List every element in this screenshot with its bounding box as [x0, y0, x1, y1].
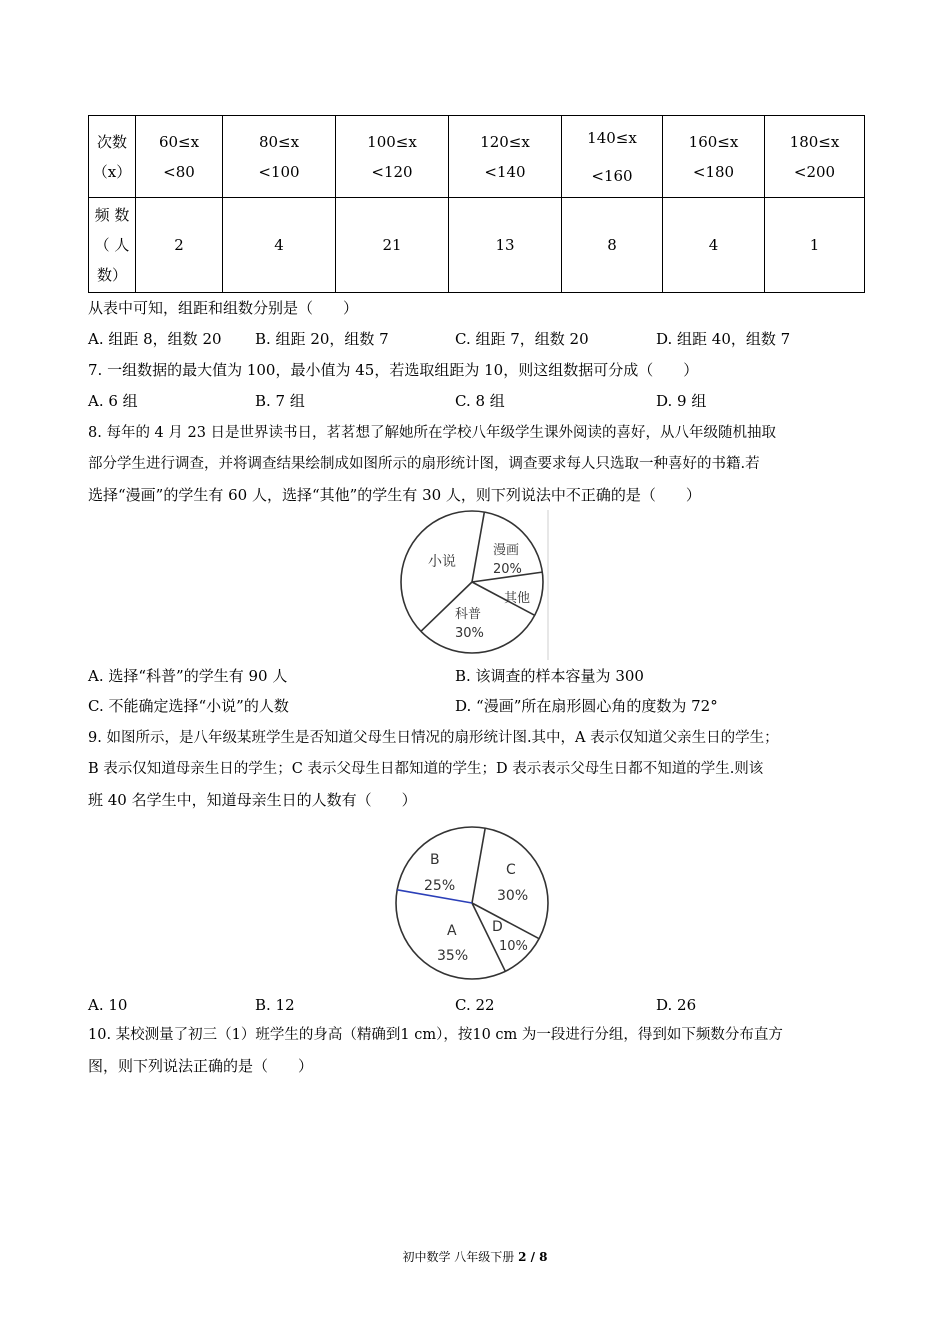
table-header-cell: 180≤x <200	[765, 116, 865, 198]
q8-option-a: A. 选择“科普”的学生有 90 人	[88, 667, 288, 685]
table-cell: 4	[663, 198, 765, 293]
pie1-label-comic-pct: 20%	[493, 562, 522, 577]
table-cell: 8	[562, 198, 663, 293]
q6-option-b: B. 组距 20，组数 7	[255, 330, 389, 348]
q6-option-a: A. 组距 8，组数 20	[88, 330, 222, 348]
table-header-cell: 60≤x <80	[136, 116, 223, 198]
q9-option-b: B. 12	[255, 996, 295, 1014]
pie2-label-c: C	[506, 862, 516, 878]
table-header-cell: 100≤x <120	[336, 116, 449, 198]
table-cell: 2	[136, 198, 223, 293]
q10-stem-line: 图，则下列说法正确的是（ ）	[88, 1057, 314, 1075]
table-header-cell: 140≤x <160	[562, 116, 663, 198]
q7-option-a: A. 6 组	[88, 392, 138, 410]
table-frequency-label: 频 数 （ 人 数）	[89, 198, 136, 293]
q9-stem-line: B 表示仅知道母亲生日的学生；C 表示父母生日都知道的学生；D 表示表示父母生日都不知道的学生.则该	[88, 761, 764, 777]
footer-page-number: 2 / 8	[518, 1250, 548, 1264]
q6-option-d: D. 组距 40，组数 7	[656, 330, 791, 348]
q9-option-d: D. 26	[656, 996, 697, 1014]
frequency-table	[88, 115, 865, 293]
q6-option-c: C. 组距 7，组数 20	[455, 330, 589, 348]
pie2-label-a: A	[447, 923, 457, 939]
reading-preference-pie-chart	[395, 510, 555, 660]
q9-option-a: A. 10	[88, 996, 128, 1014]
table-cell: 1	[765, 198, 865, 293]
q7-stem: 7. 一组数据的最大值为 100，最小值为 45，若选取组距为 10，则这组数据可分成（ ）	[88, 361, 699, 379]
pie1-label-science-pct: 30%	[455, 626, 484, 641]
table-frequency-row	[89, 198, 865, 293]
birthday-knowledge-pie-chart	[393, 820, 563, 985]
table-header-cell: 160≤x <180	[663, 116, 765, 198]
q8-stem-line: 部分学生进行调查，并将调查结果绘制成如图所示的扇形统计图，调查要求每人只选取一种喜好的书籍.若	[88, 456, 760, 472]
pie1-label-novel: 小说	[428, 554, 456, 570]
pie2-label-b-pct: 25%	[424, 878, 456, 894]
q9-stem-line: 班 40 名学生中，知道母亲生日的人数有（ ）	[88, 791, 417, 809]
q8-option-b: B. 该调查的样本容量为 300	[455, 667, 644, 685]
q6-stem: 从表中可知，组距和组数分别是（ ）	[88, 299, 359, 317]
q9-option-c: C. 22	[455, 996, 495, 1014]
q8-option-d: D. “漫画”所在扇形圆心角的度数为 72°	[455, 697, 718, 715]
table-cell: 4	[223, 198, 336, 293]
q10-stem-line: 10. 某校测量了初三（1）班学生的身高（精确到1 cm），按10 cm 为一段进行分组，得到如下频数分布直方	[88, 1027, 783, 1043]
q8-option-c: C. 不能确定选择“小说”的人数	[88, 697, 289, 715]
q8-stem-line: 选择“漫画”的学生有 60 人，选择“其他”的学生有 30 人，则下列说法中不正确的是（ ）	[88, 486, 701, 504]
page-footer	[0, 1248, 950, 1265]
q9-stem-line: 9. 如图所示，是八年级某班学生是否知道父母生日情况的扇形统计图.其中，A 表示仅知道父亲生日的学生；	[88, 730, 779, 746]
q7-option-c: C. 8 组	[455, 392, 505, 410]
table-header-cell: 次数 （x）	[89, 116, 136, 198]
table-header-cell: 80≤x <100	[223, 116, 336, 198]
footer-text: 初中数学 八年级下册	[402, 1250, 519, 1264]
pie1-label-other: 其他	[504, 591, 531, 606]
pie2-label-d: D	[492, 919, 503, 935]
pie1-label-science: 科普	[455, 607, 482, 622]
pie2-label-d-pct: 10%	[499, 939, 528, 954]
pie2-label-a-pct: 35%	[437, 948, 469, 964]
q8-stem-line: 8. 每年的 4 月 23 日是世界读书日，茗茗想了解她所在学校八年级学生课外阅读的喜好，从八年级随机抽取	[88, 425, 777, 441]
table-header-cell: 120≤x <140	[449, 116, 562, 198]
q7-option-d: D. 9 组	[656, 392, 707, 410]
q7-option-b: B. 7 组	[255, 392, 305, 410]
table-header-row	[89, 116, 865, 198]
table-cell: 21	[336, 198, 449, 293]
table-cell: 13	[449, 198, 562, 293]
pie2-label-b: B	[430, 852, 440, 868]
pie2-label-c-pct: 30%	[497, 888, 529, 904]
pie1-label-comic: 漫画	[493, 543, 520, 558]
